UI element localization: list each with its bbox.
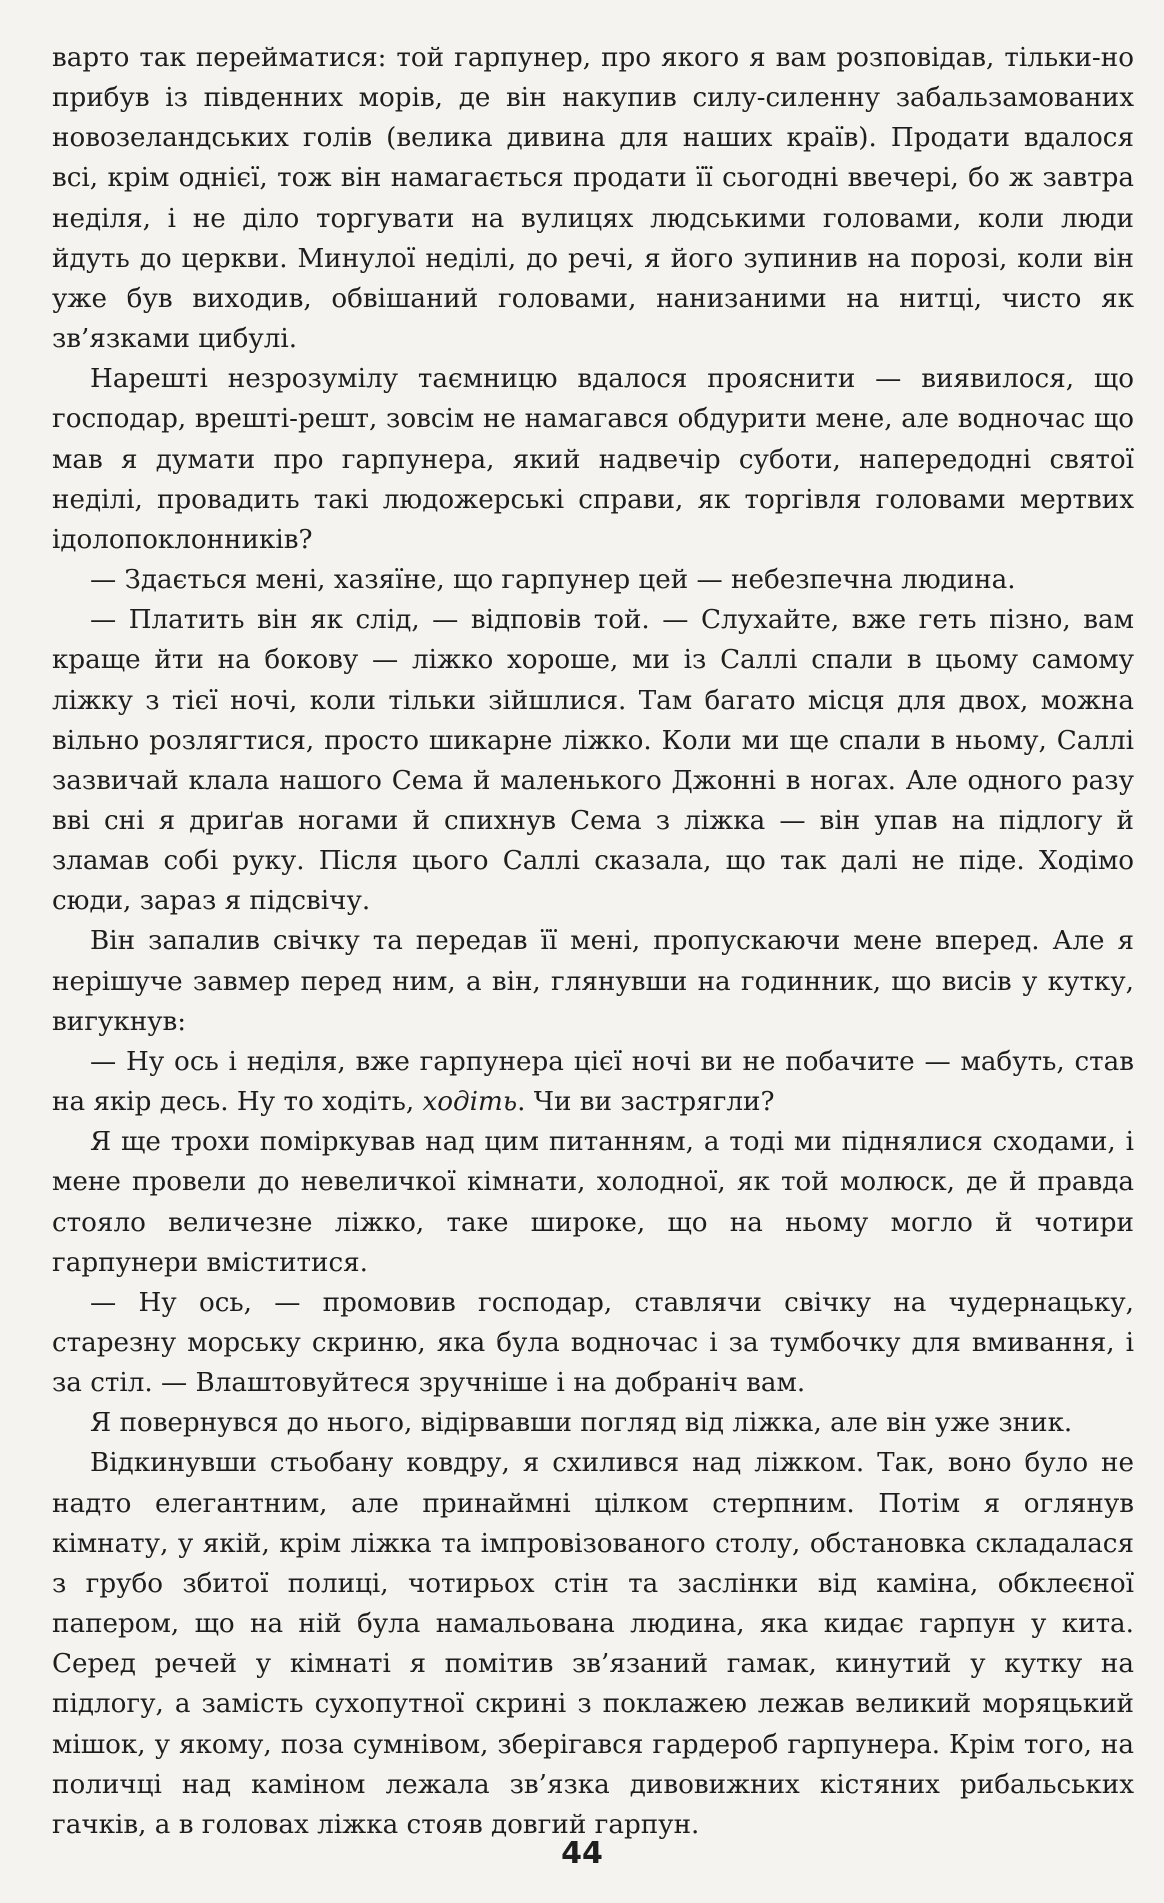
dialogue-line: — Здається мені, хазяїне, що гарпунер цей — небезпечна людина. bbox=[90, 565, 1016, 596]
body-text bbox=[52, 38, 1134, 1845]
page-number: 44 bbox=[561, 1836, 603, 1871]
paragraph: Нарешті незрозумілу таємницю вдалося прояснити — виявилося, що господар, врешті-решт, зовсім не намагався обдурити мене, але водночас що мав я думати про гарпунера, який надвечір суботи, напередодні святої неділі, провадить такі людожерські справи, як торгівля головами мертвих ідолопоклонників? bbox=[52, 364, 1134, 555]
paragraph: Він запалив свічку та передав її мені, пропускаючи мене вперед. Але я нерішуче завмер перед ним, а він, глянувши на годинник, що висів у кутку, вигукнув: bbox=[52, 926, 1134, 1037]
dialogue-text: . Чи ви застрягли? bbox=[517, 1087, 775, 1118]
dialogue-line: — Платить він як слід, — відповів той. — Слухайте, вже геть пізно, вам краще йти на бокову — ліжко хороше, ми із Саллі спали в цьому самому ліжку з тієї ночі, коли тільки зійшлися. Там багато місця для двох, можна вільно розлягтися, просто шикарне ліжко. Коли ми ще спали в ньому, Саллі зазвичай клала нашого Сема й маленького Джонні в ногах. Але одного разу вві сні я дриґав ногами й спихнув Сема з ліжка — він упав на підлогу й зламав собі руку. Після цього Саллі сказала, що так далі не піде. Ходімо сюди, зараз я підсвічу. bbox=[52, 605, 1134, 917]
emphasized-word: ходіть bbox=[422, 1087, 518, 1118]
paragraph: Я ще трохи поміркував над цим питанням, а тоді ми піднялися сходами, і мене провели до невеличкої кімнати, холодної, як той молюск, де й правда стояло величезне ліжко, таке широке, що на ньому могло й чотири гарпунери вміститися. bbox=[52, 1127, 1134, 1278]
dialogue-line bbox=[52, 1042, 1134, 1122]
dialogue-line: — Ну ось, — промовив господар, ставлячи свічку на чудернацьку, старезну морську скриню, яка була водночас і за тумбочку для вмивання, і за стіл. — Влаштовуйтеся зручніше і на добраніч вам. bbox=[52, 1287, 1134, 1399]
paragraph: варто так перейматися: той гарпунер, про якого я вам розповідав, тільки-но прибув із південних морів, де він накупив силу-силенну забальзамованих новозеландських голів (велика дивина для наших країв). Продати вдалося всі, крім однієї, тож він намагається продати її сьогодні ввечері, бо ж завтра неділя, і не діло торгувати на вулицях людськими головами, коли люди йдуть до церкви. Минулої неділі, до речі, я його зупинив на порозі, коли він уже був виходив, обвішаний головами, нанизаними на нитці, чисто як зв’язками цибулі. bbox=[52, 43, 1134, 355]
paragraph: Відкинувши стьобану ковдру, я схилився над ліжком. Так, воно було не надто елегантним, але принаймні цілком стерпним. Потім я оглянув кімнату, у якій, крім ліжка та імпровізованого столу, обстановка складалася з грубо збитої полиці, чотирьох стін та заслінки від каміна, обклеєної папером, що на ній була намальована людина, яка кидає гарпун у кита. Серед речей у кімнаті я помітив зв’язаний гамак, кинутий у кутку на підлогу, а замість сухопутної скрині з поклажею лежав великий моряцький мішок, у якому, поза сумнівом, зберігався гардероб гарпунера. Крім того, на поличці над каміном лежала зв’язка дивовижних кістяних рибальських гачків, а в головах ліжка стояв довгий гарпун. bbox=[52, 1448, 1134, 1840]
book-page bbox=[52, 38, 1134, 1845]
paragraph: Я повернувся до нього, відірвавши погляд від ліжка, але він уже зник. bbox=[90, 1408, 1073, 1439]
dialogue-text: — Ну ось і неділя, вже гарпунера цієї ночі ви не побачите — мабуть, став на якір десь. Ну то ходіть, bbox=[52, 1046, 1134, 1118]
